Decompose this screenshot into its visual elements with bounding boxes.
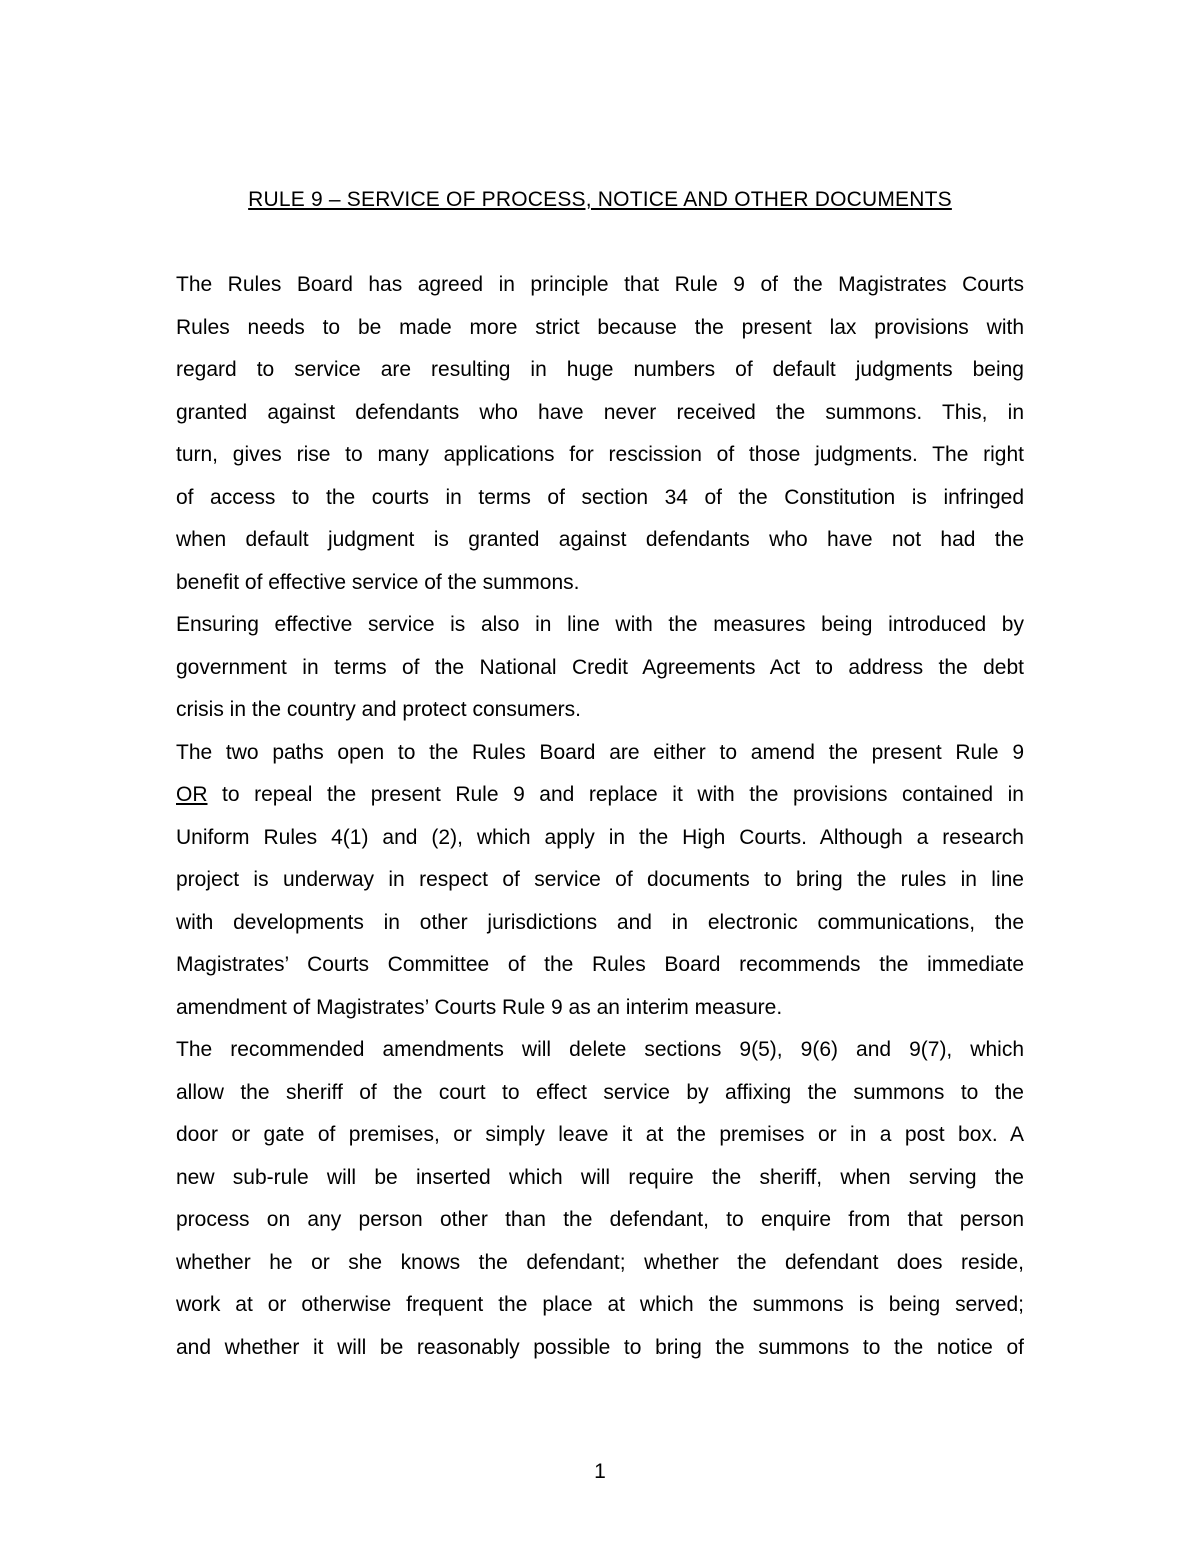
paragraph-line: work at or otherwise frequent the place at which the summons is being served; bbox=[176, 1293, 1024, 1316]
underlined-or: OR bbox=[176, 783, 208, 806]
paragraph-line: project is underway in respect of service of documents to bring the rules in line bbox=[176, 868, 1024, 891]
paragraph-4 bbox=[176, 1035, 1024, 1375]
paragraph-line: turn, gives rise to many applications for rescission of those judgments. The right bbox=[176, 443, 1024, 466]
paragraph-line: door or gate of premises, or simply leave it at the premises or in a post box. A bbox=[176, 1123, 1024, 1146]
document-title: RULE 9 – SERVICE OF PROCESS, NOTICE AND OTHER DOCUMENTS bbox=[248, 188, 952, 211]
paragraph-line: allow the sheriff of the court to effect service by affixing the summons to the bbox=[176, 1080, 1024, 1104]
paragraph-line: The Rules Board has agreed in principle that Rule 9 of the Magistrates Courts bbox=[176, 273, 1024, 296]
paragraph-line: amendment of Magistrates’ Courts Rule 9 as an interim measure. bbox=[176, 995, 783, 1019]
paragraph-line: Magistrates’ Courts Committee of the Rules Board recommends the immediate bbox=[176, 953, 1024, 976]
paragraph-line-with-or bbox=[176, 780, 1024, 823]
paragraph-line: new sub-rule will be inserted which will require the sheriff, when serving the bbox=[176, 1165, 1024, 1189]
paragraph-line-rest: to repeal the present Rule 9 and replace it with the provisions contained in bbox=[222, 783, 1024, 806]
paragraph-line: crisis in the country and protect consumers. bbox=[176, 698, 582, 721]
paragraph-line: The two paths open to the Rules Board are either to amend the present Rule 9 bbox=[176, 740, 1024, 764]
paragraph-line: of access to the courts in terms of section 34 of the Constitution is infringed bbox=[176, 485, 1024, 509]
paragraph-line: process on any person other than the defendant, to enquire from that person bbox=[176, 1208, 1024, 1231]
paragraph-line: regard to service are resulting in huge numbers of default judgments being bbox=[176, 358, 1024, 381]
paragraph-line: benefit of effective service of the summons. bbox=[176, 570, 580, 594]
paragraph-1 bbox=[176, 270, 1024, 610]
paragraph-line: with developments in other jurisdictions and in electronic communications, the bbox=[176, 910, 1024, 934]
page-number: 1 bbox=[594, 1460, 606, 1483]
paragraph-line: granted against defendants who have never received the summons. This, in bbox=[176, 400, 1024, 424]
paragraph-line: whether he or she knows the defendant; whether the defendant does reside, bbox=[176, 1250, 1024, 1274]
paragraph-line: government in terms of the National Credit Agreements Act to address the debt bbox=[176, 655, 1024, 679]
paragraph-3 bbox=[176, 738, 1024, 1036]
paragraph-line: when default judgment is granted against defendants who have not had the bbox=[176, 528, 1024, 551]
paragraph-line: The recommended amendments will delete sections 9(5), 9(6) and 9(7), which bbox=[176, 1038, 1024, 1061]
paragraph-line: Ensuring effective service is also in line with the measures being introduced by bbox=[176, 613, 1024, 636]
paragraph-line: Uniform Rules 4(1) and (2), which apply in the High Courts. Although a research bbox=[176, 825, 1024, 849]
paragraph-line: and whether it will be reasonably possible to bring the summons to the notice of bbox=[176, 1335, 1024, 1359]
paragraph-2 bbox=[176, 610, 1024, 738]
paragraph-line: Rules needs to be made more strict because the present lax provisions with bbox=[176, 315, 1024, 339]
document-body bbox=[176, 270, 1024, 1375]
